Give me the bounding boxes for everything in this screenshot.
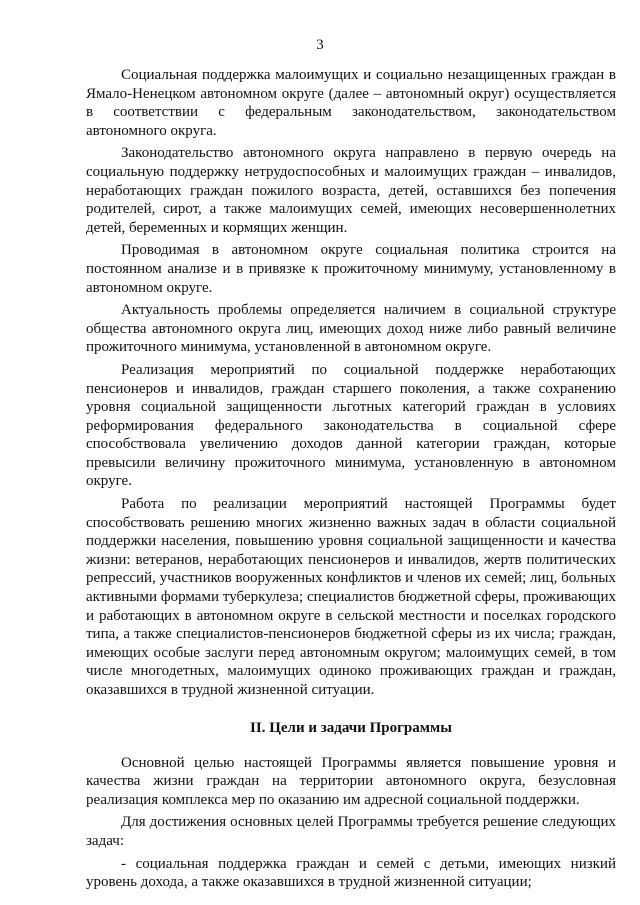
document-body [86, 66, 616, 892]
paragraph: Для достижения основных целей Программы требуется решение следующих задач: [86, 814, 616, 849]
page-number: 3 [316, 37, 324, 53]
paragraph: Работа по реализации мероприятий настоящей Программы будет способствовать решению многих жизненно важных задач в области социальной поддержки населения, повышению уровня социальной защищенности и качества жизни: ветеранов, неработающих пенсионеров и инвалидов, жертв политических репрессий, участников вооруженных конфликтов и членов их семей; лиц, больных активными формами туберкулеза; специалистов бюджетной сферы, проживающих и работающих в автономном округе в сельской местности и поселках городского типа, а также специалистов-пенсионеров бюджетной сферы из их числа; граждан, имеющих особые заслуги перед автономным округом; малоимущих семей, в том числе многодетных, малоимущих одиноко проживающих граждан и граждан, оказавшихся в трудной жизненной ситуации. [86, 496, 616, 698]
paragraph: Проводимая в автономном округе социальная политика строится на постоянном анализе и в привязке к прожиточному минимуму, установленному в автономном округе. [86, 242, 616, 296]
list-item: - социальная поддержка граждан и семей с детьми, имеющих низкий уровень дохода, а также оказавшихся в трудной жизненной ситуации; [86, 855, 616, 891]
paragraph: Основной целью настоящей Программы является повышение уровня и качества жизни граждан на территории автономного округа, безусловная реализация комплекса мер по оказанию им адресной социальной поддержки. [86, 754, 616, 808]
paragraph: Законодательство автономного округа направлено в первую очередь на социальную поддержку нетрудоспособных и малоимущих граждан – инвалидов, неработающих граждан пожилого возраста, детей, оставшихся без попечения родителей, сирот, а также малоимущих семей, имеющих несовершеннолетних детей, беременных и кормящих женщин. [86, 145, 616, 236]
paragraph: Актуальность проблемы определяется наличием в социальной структуре общества автономного округа лиц, имеющих доход ниже либо равный величине прожиточного минимума, установленной в автономном округе. [86, 302, 616, 356]
section-heading: II. Цели и задачи Программы [250, 719, 452, 736]
paragraph: Реализация мероприятий по социальной поддержке неработающих пенсионеров и инвалидов, граждан старшего поколения, а также сохранению уровня социальной защищенности льготных категорий граждан в условиях реформирования федерального законодательства в социальной сфере способствовала увеличению доходов данной категории граждан, которые превысили величину прожиточного минимума, установленную в автономном округе. [86, 361, 616, 490]
paragraph: Социальная поддержка малоимущих и социально незащищенных граждан в Ямало-Ненецком автономном округе (далее – автономный округ) осуществляется в соответствии с федеральным законодательством, законодательством автономного округа. [86, 67, 616, 139]
